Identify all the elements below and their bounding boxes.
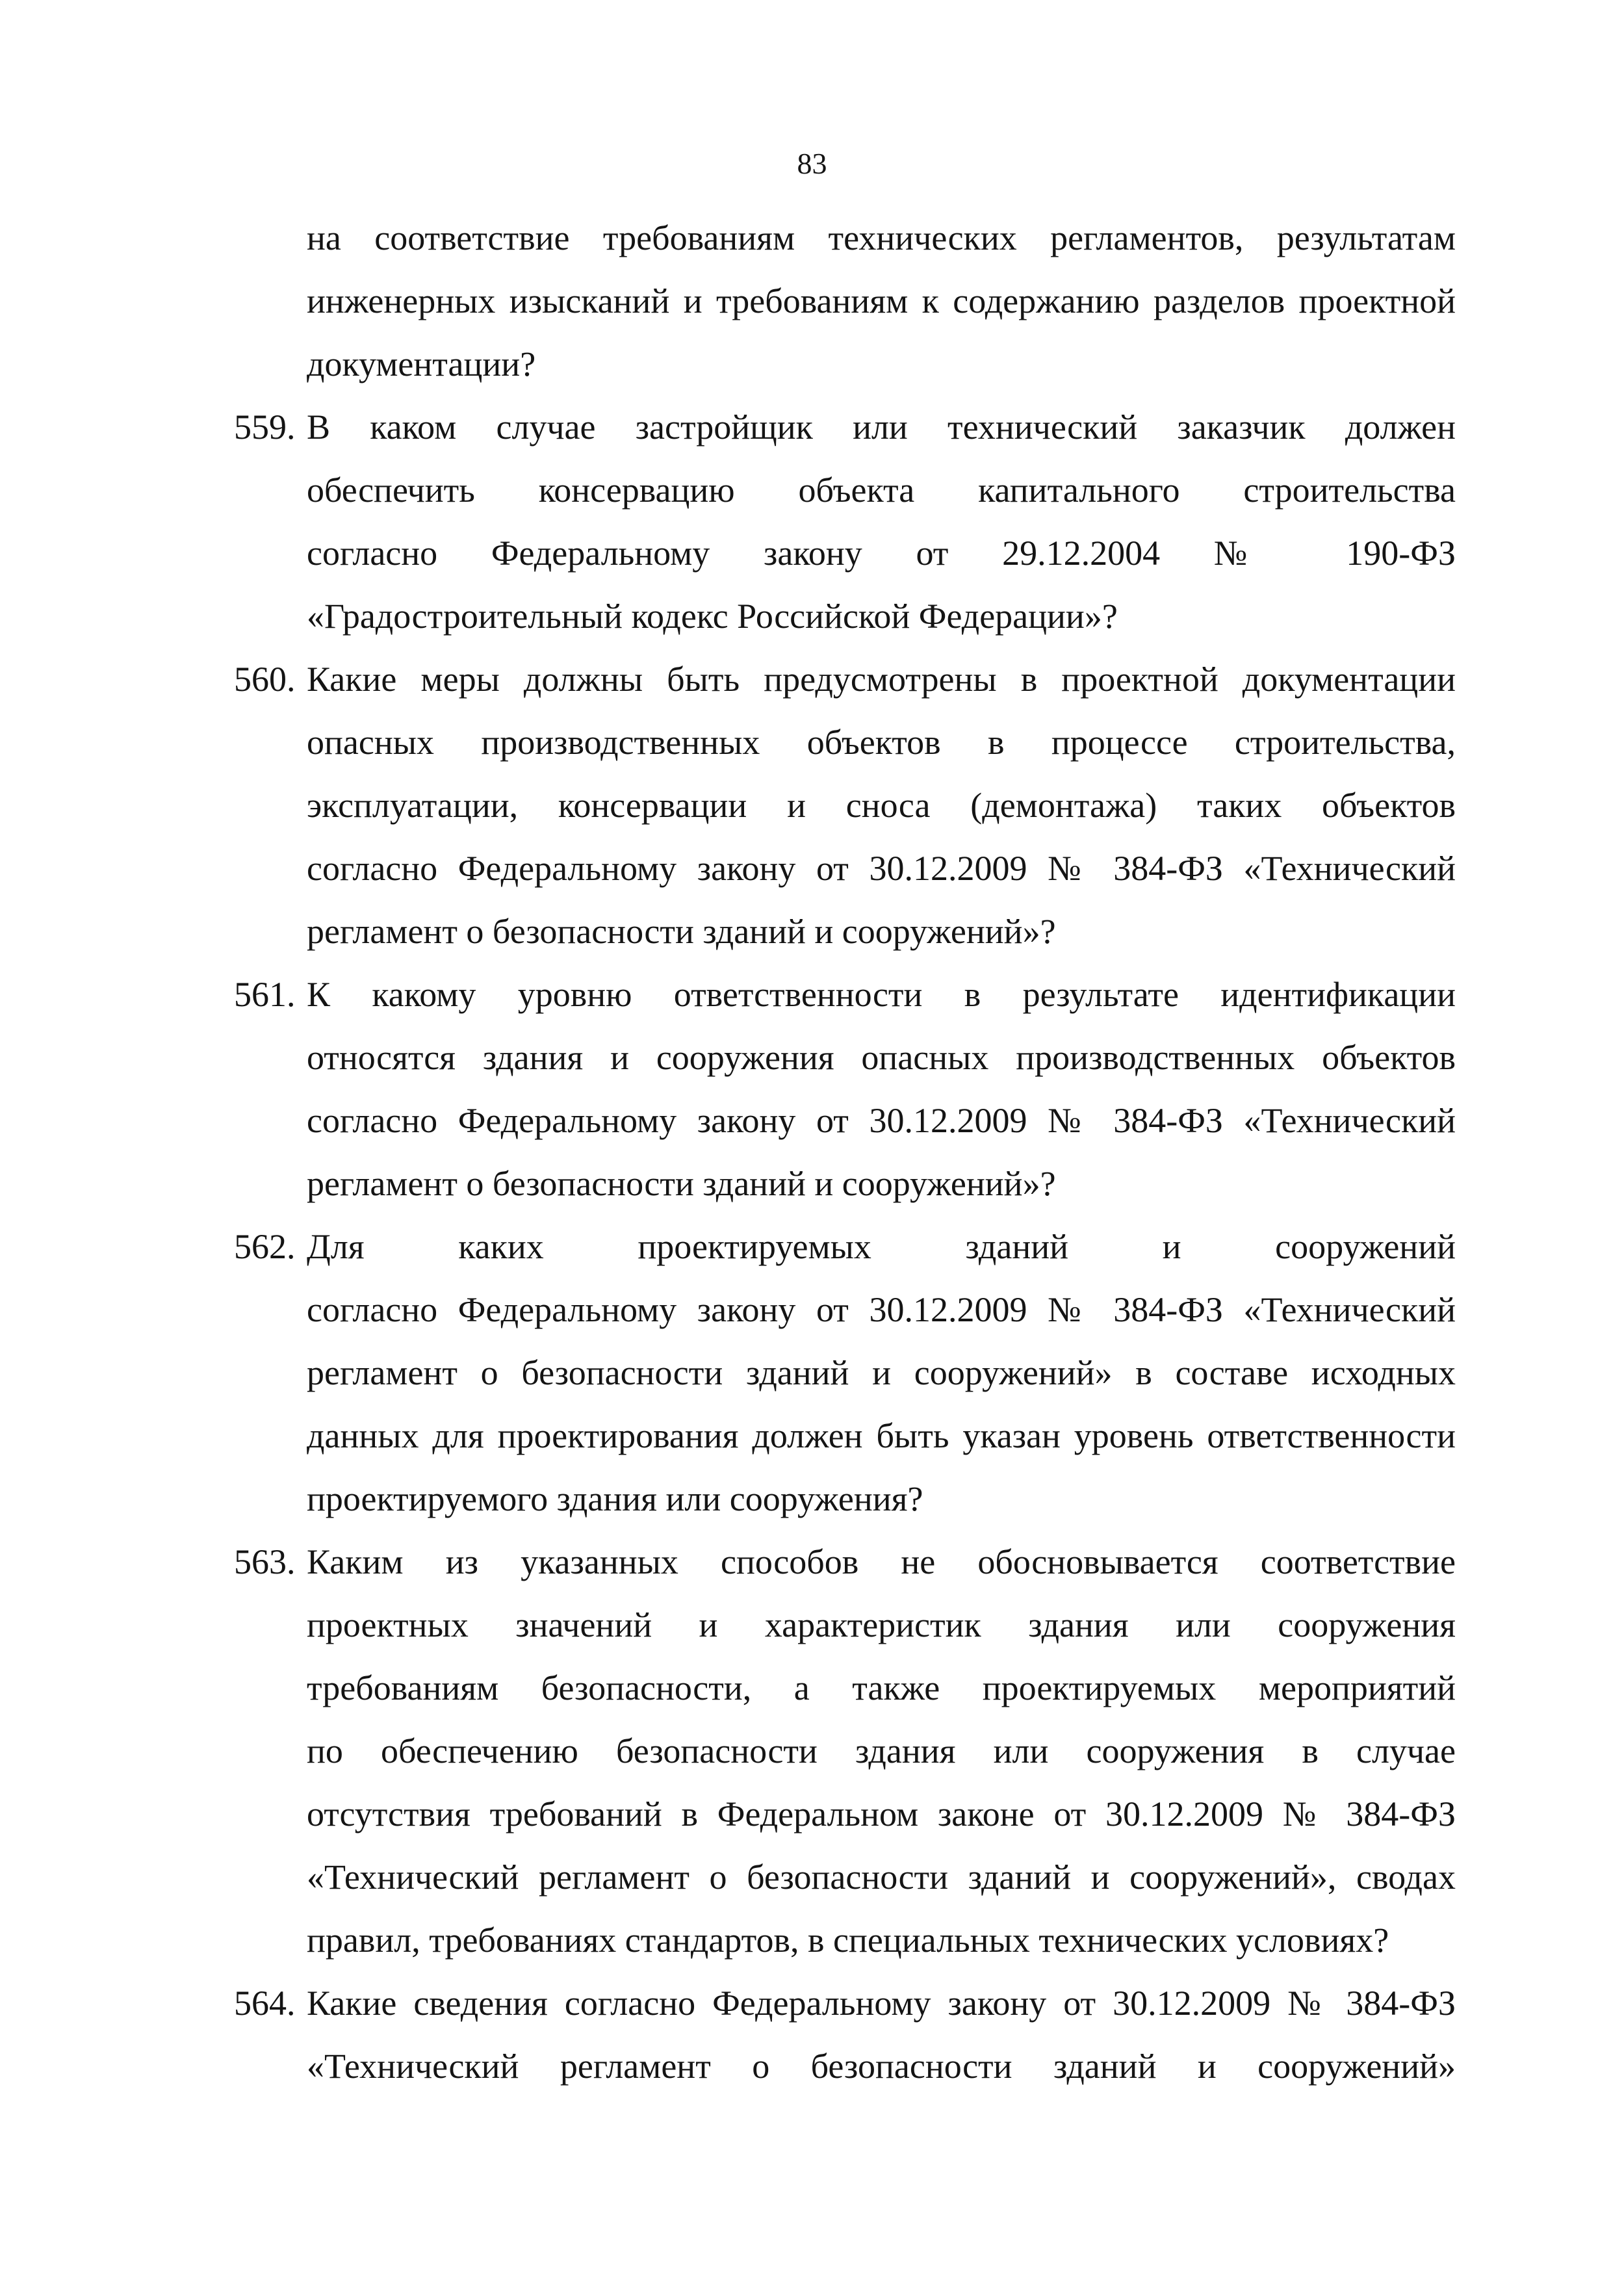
text-line: согласно Федеральному закону от 30.12.2009 № 384-ФЗ «Технический <box>307 1290 1456 1329</box>
question-first-line <box>234 1226 1456 1289</box>
text-line: документации? <box>307 344 536 383</box>
text-line: проектируемого здания или сооружения? <box>307 1479 923 1518</box>
question-first-line <box>234 1982 1456 2045</box>
text-line: опасных производственных объектов в процессе строительства, <box>307 723 1456 762</box>
question-number: 562. <box>234 1227 296 1266</box>
text-line: «Технический регламент о безопасности зданий и сооружений», сводах <box>307 1858 1456 1897</box>
question-item <box>234 974 1456 1226</box>
text-line: данных для проектирования должен быть указан уровень ответственности <box>307 1416 1456 1455</box>
question-number: 560. <box>234 660 296 699</box>
text-line: согласно Федеральному закону от 29.12.2004 № 190-ФЗ <box>307 534 1456 573</box>
question-number: 561. <box>234 975 296 1014</box>
text-line: В каком случае застройщик или технический заказчик должен <box>307 408 1456 447</box>
text-line: проектных значений и характеристик здания или сооружения <box>307 1605 1456 1644</box>
question-number: 559. <box>234 408 296 447</box>
text-line: Какие меры должны быть предусмотрены в проектной документации <box>307 660 1456 699</box>
intro-paragraph <box>234 217 1456 406</box>
question-item <box>234 1541 1456 1982</box>
text-line: «Технический регламент о безопасности зданий и сооружений» <box>307 2047 1456 2086</box>
question-first-line <box>234 974 1456 1037</box>
text-line: требованиям безопасности, а также проектируемых мероприятий <box>307 1668 1456 1707</box>
page-number: 83 <box>797 147 827 180</box>
text-line: К какому уровню ответственности в результате идентификации <box>307 975 1456 1014</box>
text-line: Каким из указанных способов не обосновывается соответствие <box>307 1542 1456 1581</box>
text-line: Какие сведения согласно Федеральному закону от 30.12.2009 № 384-ФЗ <box>307 1984 1456 2023</box>
text-line: на соответствие требованиям технических регламентов, результатам <box>307 218 1456 257</box>
text-line: согласно Федеральному закону от 30.12.2009 № 384-ФЗ «Технический <box>307 849 1456 888</box>
question-first-line <box>234 406 1456 469</box>
question-item <box>234 406 1456 658</box>
question-first-line <box>234 658 1456 721</box>
question-item <box>234 1226 1456 1541</box>
question-item <box>234 658 1456 974</box>
document-body <box>234 217 1456 2108</box>
text-line: регламент о безопасности зданий и сооружений»? <box>307 912 1056 951</box>
text-line: правил, требованиях стандартов, в специальных технических условиях? <box>307 1921 1389 1960</box>
question-number: 564. <box>234 1984 296 2023</box>
text-line: Для каких проектируемых зданий и сооружений <box>307 1227 1456 1266</box>
text-line: эксплуатации, консервации и сноса (демонтажа) таких объектов <box>307 786 1456 825</box>
text-line: инженерных изысканий и требованиям к содержанию разделов проектной <box>307 281 1456 320</box>
text-line: регламент о безопасности зданий и сооружений»? <box>307 1164 1056 1203</box>
question-number: 563. <box>234 1542 296 1581</box>
text-line: регламент о безопасности зданий и сооружений» в составе исходных <box>307 1353 1456 1392</box>
text-line: отсутствия требований в Федеральном законе от 30.12.2009 № 384-ФЗ <box>307 1794 1456 1833</box>
text-line: обеспечить консервацию объекта капитального строительства <box>307 471 1456 510</box>
text-line: относятся здания и сооружения опасных производственных объектов <box>307 1038 1456 1077</box>
text-line: «Градостроительный кодекс Российской Федерации»? <box>307 597 1118 636</box>
question-item <box>234 1982 1456 2108</box>
text-line: по обеспечению безопасности здания или сооружения в случае <box>307 1731 1456 1770</box>
text-line: согласно Федеральному закону от 30.12.2009 № 384-ФЗ «Технический <box>307 1101 1456 1140</box>
question-first-line <box>234 1541 1456 1604</box>
